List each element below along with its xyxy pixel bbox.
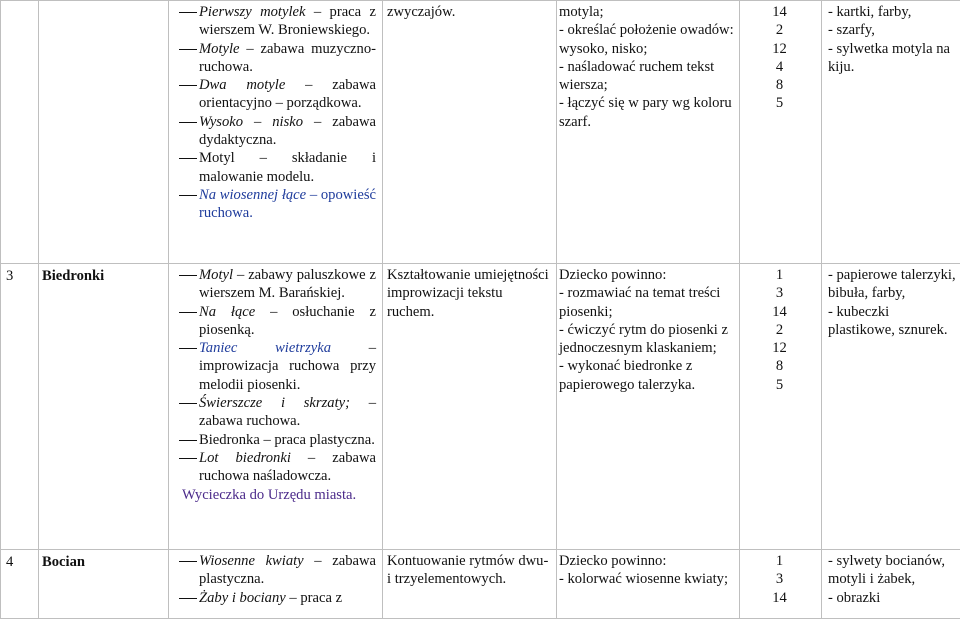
activity-item: Taniec wietrzyka – improwizacja ruchowa przy melodii piosenki. xyxy=(169,339,376,394)
standard-number: 14 xyxy=(740,303,819,321)
dash-bullet xyxy=(169,394,199,412)
dash-bullet xyxy=(169,3,199,21)
outcome-line: - naśladować ruchem tekst wiersza; xyxy=(559,58,737,95)
activity-item: Motyl – zabawy paluszkowe z wierszem M. Barańskiej. xyxy=(169,266,376,303)
standard-number: 14 xyxy=(740,589,819,607)
outcome-line: - rozmawiać na temat treści piosenki; xyxy=(559,284,737,321)
standard-number: 3 xyxy=(740,570,819,588)
activity-item: Wiosenne kwiaty – zabawa plastyczna. xyxy=(169,552,376,589)
material-line: - kartki, farby, xyxy=(828,3,956,21)
topic-cell: Bocian xyxy=(39,550,169,619)
outcome-line: - ćwiczyć rytm do piosenki z jednoczesnym klaskaniem; xyxy=(559,321,737,358)
goal-cell: zwyczajów. xyxy=(383,1,557,264)
activity-item: Wysoko – nisko – zabawa dydaktyczna. xyxy=(169,113,376,150)
dash-bullet xyxy=(169,303,199,321)
goal-cell: Kontuowanie rytmów dwu- i trzyelementowych. xyxy=(383,550,557,619)
activity-item: Motyl – składanie i malowanie modelu. xyxy=(169,149,376,186)
activity-item: Żaby i bociany – praca z xyxy=(169,589,376,607)
standard-number: 2 xyxy=(740,21,819,39)
outcome-line: Dziecko powinno: xyxy=(559,266,737,284)
trip-note: Wycieczka do Urzędu miasta. xyxy=(169,486,376,504)
activity-item: Na wiosennej łące – opowieść ruchowa. xyxy=(169,186,376,223)
standard-number: 8 xyxy=(740,357,819,375)
activity-item: Świerszcze i skrzaty; – zabawa ruchowa. xyxy=(169,394,376,431)
topic-cell: Biedronki xyxy=(39,264,169,550)
table-row xyxy=(1,550,960,619)
dash-bullet xyxy=(169,113,199,131)
activity-item: Lot biedronki – zabawa ruchowa naśladowcza. xyxy=(169,449,376,486)
standard-number: 3 xyxy=(740,284,819,302)
topic-cell xyxy=(39,1,169,264)
standards-cell xyxy=(740,1,822,264)
standard-number: 2 xyxy=(740,321,819,339)
outcome-line: motyla; xyxy=(559,3,737,21)
dash-bullet xyxy=(169,40,199,58)
materials-cell xyxy=(822,550,960,619)
material-line: - sylwety bocianów, motyli i żabek, xyxy=(828,552,956,589)
outcome-line: Dziecko powinno: xyxy=(559,552,737,570)
standard-number: 8 xyxy=(740,76,819,94)
table-row xyxy=(1,1,960,264)
materials-cell xyxy=(822,264,960,550)
activity-item: Pierwszy motylek – praca z wierszem W. Broniewskiego. xyxy=(169,3,376,40)
standard-number: 5 xyxy=(740,376,819,394)
goal-cell: Kształtowanie umiejętności improwizacji tekstu ruchem. xyxy=(383,264,557,550)
row-number-cell: 3 xyxy=(1,264,39,550)
outcomes-cell xyxy=(557,264,740,550)
standard-number: 4 xyxy=(740,58,819,76)
material-line: - kubeczki plastikowe, sznurek. xyxy=(828,303,956,340)
activity-item: Na łące – osłuchanie z piosenką. xyxy=(169,303,376,340)
outcomes-cell xyxy=(557,550,740,619)
activity-item: Biedronka – praca plastyczna. xyxy=(169,431,376,449)
standard-number: 1 xyxy=(740,266,819,284)
dash-bullet xyxy=(169,339,199,357)
standards-cell xyxy=(740,550,822,619)
outcome-line: - łączyć się w pary wg koloru szarf. xyxy=(559,94,737,131)
standard-number: 5 xyxy=(740,94,819,112)
dash-bullet xyxy=(169,589,199,607)
activities-cell xyxy=(169,264,383,550)
activity-item: Dwa motyle – zabawa orientacyjno – porządkowa. xyxy=(169,76,376,113)
standard-number: 1 xyxy=(740,552,819,570)
dash-bullet xyxy=(169,149,199,167)
materials-cell xyxy=(822,1,960,264)
outcome-line: - kolorwać wiosenne kwiaty; xyxy=(559,570,737,588)
outcomes-cell xyxy=(557,1,740,264)
dash-bullet xyxy=(169,266,199,284)
dash-bullet xyxy=(169,186,199,204)
dash-bullet xyxy=(169,552,199,570)
standard-number: 12 xyxy=(740,339,819,357)
material-line: - papierowe talerzyki, bibuła, farby, xyxy=(828,266,956,303)
material-line: - szarfy, xyxy=(828,21,956,39)
activities-cell xyxy=(169,550,383,619)
activities-cell xyxy=(169,1,383,264)
dash-bullet xyxy=(169,76,199,94)
dash-bullet xyxy=(169,449,199,467)
standard-number: 12 xyxy=(740,40,819,58)
outcome-line: - wykonać biedronke z papierowego talerzyka. xyxy=(559,357,737,394)
activity-item: Motyle – zabawa muzyczno- ruchowa. xyxy=(169,40,376,77)
row-number-cell xyxy=(1,1,39,264)
outcome-line: - określać położenie owadów: wysoko, nisko; xyxy=(559,21,737,58)
dash-bullet xyxy=(169,431,199,449)
standard-number: 14 xyxy=(740,3,819,21)
material-line: - obrazki xyxy=(828,589,956,607)
material-line: - sylwetka motyla na kiju. xyxy=(828,40,956,77)
standards-cell xyxy=(740,264,822,550)
table-row xyxy=(1,264,960,550)
row-number-cell: 4 xyxy=(1,550,39,619)
